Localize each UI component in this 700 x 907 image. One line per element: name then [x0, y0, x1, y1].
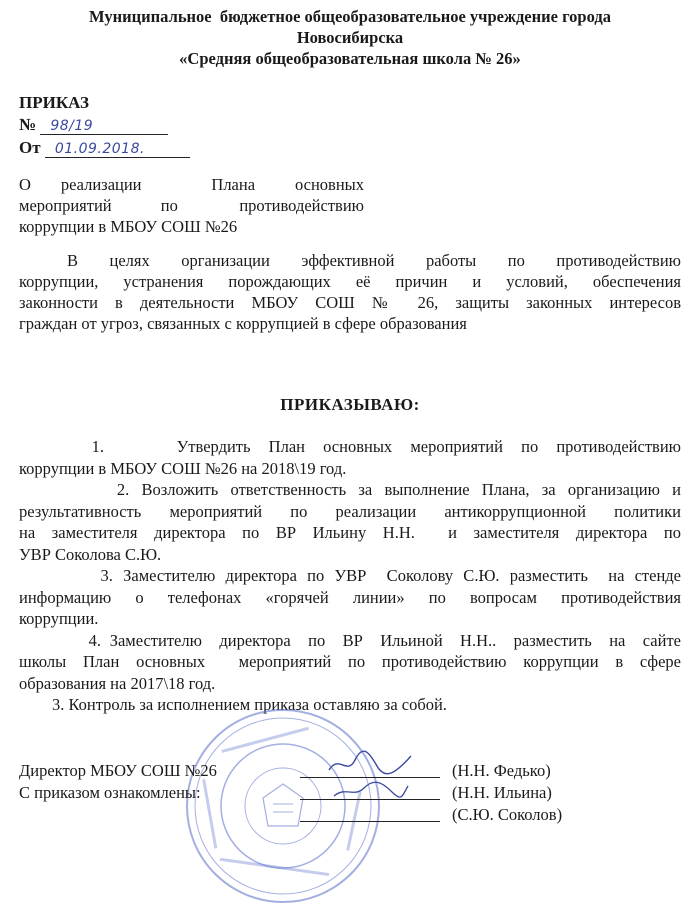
order-date-value: 01.09.2018.: [45, 141, 190, 158]
preamble-line: коррупции, устранения порождающих её причин и условий, обеспечения: [19, 272, 681, 291]
official-seal-stamp: [178, 706, 388, 906]
acquainted-name-1: (Н.Н. Ильина): [452, 783, 552, 802]
preamble-line: граждан от угроз, связанных с коррупцией в сфере образования: [19, 314, 467, 333]
item-line: 2. Возложить ответственность за выполнение Плана, за организацию и: [19, 480, 681, 499]
item-line: 1. Утвердить План основных мероприятий по противодействию: [19, 437, 681, 456]
director-signature: [325, 748, 415, 778]
director-label: Директор МБОУ СОШ №26: [19, 761, 217, 780]
item-line: коррупции.: [19, 609, 99, 628]
subject-line: мероприятий по противодействию: [19, 196, 364, 215]
order-number-value: 98/19: [40, 118, 168, 135]
director-name: (Н.Н. Федько): [452, 761, 551, 780]
item-line: 3. Контроль за исполнением приказа оставляю за собой.: [19, 695, 447, 714]
order-number-label: №: [19, 115, 37, 134]
acquainted-signature-line-2: [300, 820, 440, 822]
order-date-label: От: [19, 138, 41, 157]
acquainted-label: С приказом ознакомлены:: [19, 783, 201, 802]
order-items: [19, 436, 681, 716]
item-line: 4. Заместителю директора по ВР Ильиной Н.Н.. разместить на сайте: [19, 630, 681, 650]
director-signature-line: [300, 776, 440, 778]
acquainted-name-2: (С.Ю. Соколов): [452, 805, 563, 824]
header-line-1: Муниципальное бюджетное общеобразовательное учреждение города: [89, 7, 611, 26]
item-line: образования на 2017\18 год.: [19, 673, 216, 693]
order-preamble: [19, 250, 681, 334]
document-header: [0, 6, 700, 69]
item-line: УВР Соколова С.Ю.: [19, 544, 162, 564]
acquainted-signature-line-1: [300, 798, 440, 800]
item-line: 3. Заместителю директора по УВР Соколову С.Ю. разместить на стенде: [19, 566, 681, 585]
item-line: результативность мероприятий по реализации антикоррупционной политики: [19, 501, 681, 521]
order-number-row: [19, 115, 168, 135]
header-line-2: Новосибирска: [296, 28, 404, 47]
item-line: школы План основных мероприятий по противодействию коррупции в сфере: [19, 652, 681, 671]
preamble-line: законности в деятельности МБОУ СОШ № 26, защиты законных интересов: [19, 293, 681, 312]
order-directive-heading: ПРИКАЗЫВАЮ:: [280, 395, 420, 414]
item-line: на заместителя директора по ВР Ильину Н.Н. и заместителя директора по: [19, 523, 681, 542]
item-line: информацию о телефонах «горячей линии» по вопросам противодействия: [19, 587, 681, 607]
header-line-3: «Средняя общеобразовательная школа № 26»: [179, 49, 521, 68]
subject-line: О реализации Плана основных: [19, 175, 364, 194]
order-title: ПРИКАЗ: [19, 93, 89, 112]
order-date-row: [19, 138, 190, 158]
subject-line: коррупции в МБОУ СОШ №26: [19, 217, 238, 236]
item-line: коррупции в МБОУ СОШ №26 на 2018\19 год.: [19, 458, 347, 478]
preamble-line: В целях организации эффективной работы по противодействию: [67, 251, 681, 270]
order-subject: [19, 174, 364, 237]
